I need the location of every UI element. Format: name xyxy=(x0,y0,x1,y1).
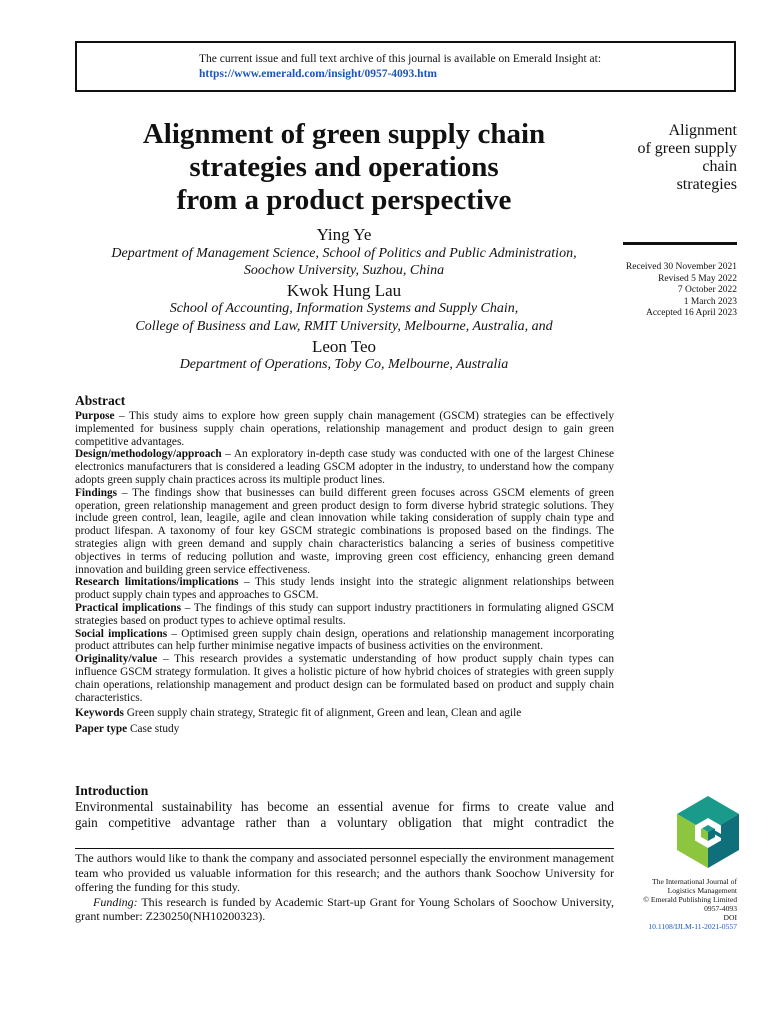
paper-type xyxy=(75,723,614,736)
abstract-section xyxy=(75,653,614,704)
abstract-section xyxy=(75,628,614,654)
date-revised: Revised 5 May 2022 xyxy=(658,273,737,284)
funding-text: This research is funded by Academic Start-up Grant for Young Scholars of Soochow University, grant number: Z230250(NH10200323). xyxy=(75,894,614,924)
abstract-section xyxy=(75,410,614,448)
keywords-text: Green supply chain strategy, Strategic fit of alignment, Green and lean, Clean and agile xyxy=(123,707,522,720)
paper-type-label: Paper type xyxy=(75,723,128,736)
footnote xyxy=(75,851,614,924)
section-label: Design/methodology/approach xyxy=(75,448,222,461)
journal-name: Logistics Management xyxy=(667,886,737,895)
author-name: Leon Teo xyxy=(311,337,377,356)
title-line: strategies and operations xyxy=(189,151,499,183)
date-accepted: Accepted 16 April 2023 xyxy=(645,308,737,318)
running-title-line: of green supply xyxy=(637,140,737,157)
date-revised: 1 March 2023 xyxy=(683,296,737,307)
author-name: Ying Ye xyxy=(316,225,372,244)
abstract-body xyxy=(75,410,614,736)
section-label: Social implications xyxy=(75,627,168,640)
running-title-line: strategies xyxy=(676,176,737,193)
section-label: Purpose xyxy=(75,410,115,422)
paper-type-text: Case study xyxy=(127,723,180,736)
author-affiliation: Soochow University, Suzhou, China xyxy=(243,263,445,278)
article-title xyxy=(75,118,613,217)
running-title-line: Alignment xyxy=(668,122,737,139)
section-text: – Optimised green supply chain design, operations and relationship management incorporating product attributes can help further minimise negative impacts of business activities on the environment. xyxy=(75,627,614,653)
section-text: – The findings of this study can support industry practitioners in formulating aligned GSCM strategies based on product types to achieve optimal results. xyxy=(75,601,614,627)
keywords-label: Keywords xyxy=(75,707,124,720)
section-label: Findings xyxy=(75,486,118,499)
journal-url-link[interactable]: https://www.emerald.com/insight/0957-4093.htm xyxy=(199,68,437,80)
margin-divider xyxy=(623,242,737,245)
section-text: – This study lends insight into the strategic alignment relationships between product supply chain types and approaches to GSCM. xyxy=(75,576,614,602)
date-received: Received 30 November 2021 xyxy=(625,262,737,272)
section-text: – An exploratory in-depth case study was conducted with one of the largest Chinese electronics manufacturers that is considered a leading GSCM adopter in the industry, to understand how the company adopts green supply chain practices across its multiple product lines. xyxy=(75,448,614,486)
section-label: Originality/value xyxy=(75,653,158,666)
abstract-section xyxy=(75,448,614,486)
running-title-line: chain xyxy=(702,158,737,175)
date-revised: 7 October 2022 xyxy=(677,285,737,295)
issn: 0957-4093 xyxy=(704,904,737,913)
footnote-divider xyxy=(75,848,614,849)
journal-notice-text: The current issue and full text archive of this journal is available on Emerald Insight at: xyxy=(199,53,602,65)
introduction-heading: Introduction xyxy=(75,783,149,798)
section-label: Practical implications xyxy=(75,601,182,614)
abstract-section xyxy=(75,576,614,602)
abstract-section xyxy=(75,487,614,577)
doi-label: DOI xyxy=(723,913,737,922)
emerald-logo-icon xyxy=(677,796,739,868)
introduction-line: gain competitive advantage rather than a voluntary obligation that might contradict the xyxy=(75,815,614,830)
journal-name: The International Journal of xyxy=(652,877,737,886)
running-title xyxy=(600,122,737,194)
doi-line xyxy=(600,913,737,931)
introduction-line: Environmental sustainability has become an essential avenue for firms to create value and xyxy=(75,799,614,814)
author-affiliation: Department of Operations, Toby Co, Melbourne, Australia xyxy=(179,357,509,372)
keywords xyxy=(75,707,614,720)
author-name: Kwok Hung Lau xyxy=(286,281,402,300)
author-affiliation: School of Accounting, Information Systems and Supply Chain, xyxy=(169,301,519,316)
author-affiliation: College of Business and Law, RMIT University, Melbourne, Australia, and xyxy=(135,319,553,334)
section-text: – This study aims to explore how green supply chain management (GSCM) strategies can be effectively implemented for business supply chain operations, relationship management and product design to gain green competitive advantages. xyxy=(75,410,614,448)
section-text: – This research provides a systematic understanding of how product supply chain types can influence GSCM strategy formulation. It gives a holistic picture of how hybrid choices of strategies with green supply chain operations, relationship management and product design can be formulated based on product and supply chain characteristics. xyxy=(75,653,614,704)
title-line: Alignment of green supply chain xyxy=(142,118,546,150)
publisher: © Emerald Publishing Limited xyxy=(643,895,737,904)
author-affiliation: Department of Management Science, School of Politics and Public Administration, xyxy=(111,246,577,261)
funding-note xyxy=(75,895,614,924)
section-label: Research limitations/implications xyxy=(75,576,239,589)
journal-notice-box xyxy=(75,41,736,92)
acknowledgement-text: The authors would like to thank the company and associated personnel especially the environment management team who provided us valuable information for this research; and the authors thank Soochow University for offering the funding for this study. xyxy=(75,851,614,895)
abstract-section xyxy=(75,602,614,628)
journal-info xyxy=(600,877,737,931)
abstract-heading: Abstract xyxy=(75,393,126,408)
doi-link[interactable]: 10.1108/IJLM-11-2021-0557 xyxy=(648,922,737,931)
introduction-body xyxy=(75,799,614,831)
title-line: from a product perspective xyxy=(176,184,512,216)
publication-dates xyxy=(600,262,737,320)
section-text: – The findings show that businesses can build different green focuses across GSCM elements of green operation, green relationship management and green product design to form diverse hybrid strategic solutions. They include green control, lean, leagile, agile and clean innovation while taking consideration of supply chain type and product lifespan. A taxonomy of four key GSCM strategic combinations is proposed based on the findings. The strategies align with green demand and supply chain characteristics balancing a series of business competitive objectives in terms of reducing pollution and waste, improving green cost efficiency, enhancing green demand innovation and building green service effectiveness. xyxy=(75,486,614,576)
funding-label: Funding: xyxy=(93,894,138,909)
